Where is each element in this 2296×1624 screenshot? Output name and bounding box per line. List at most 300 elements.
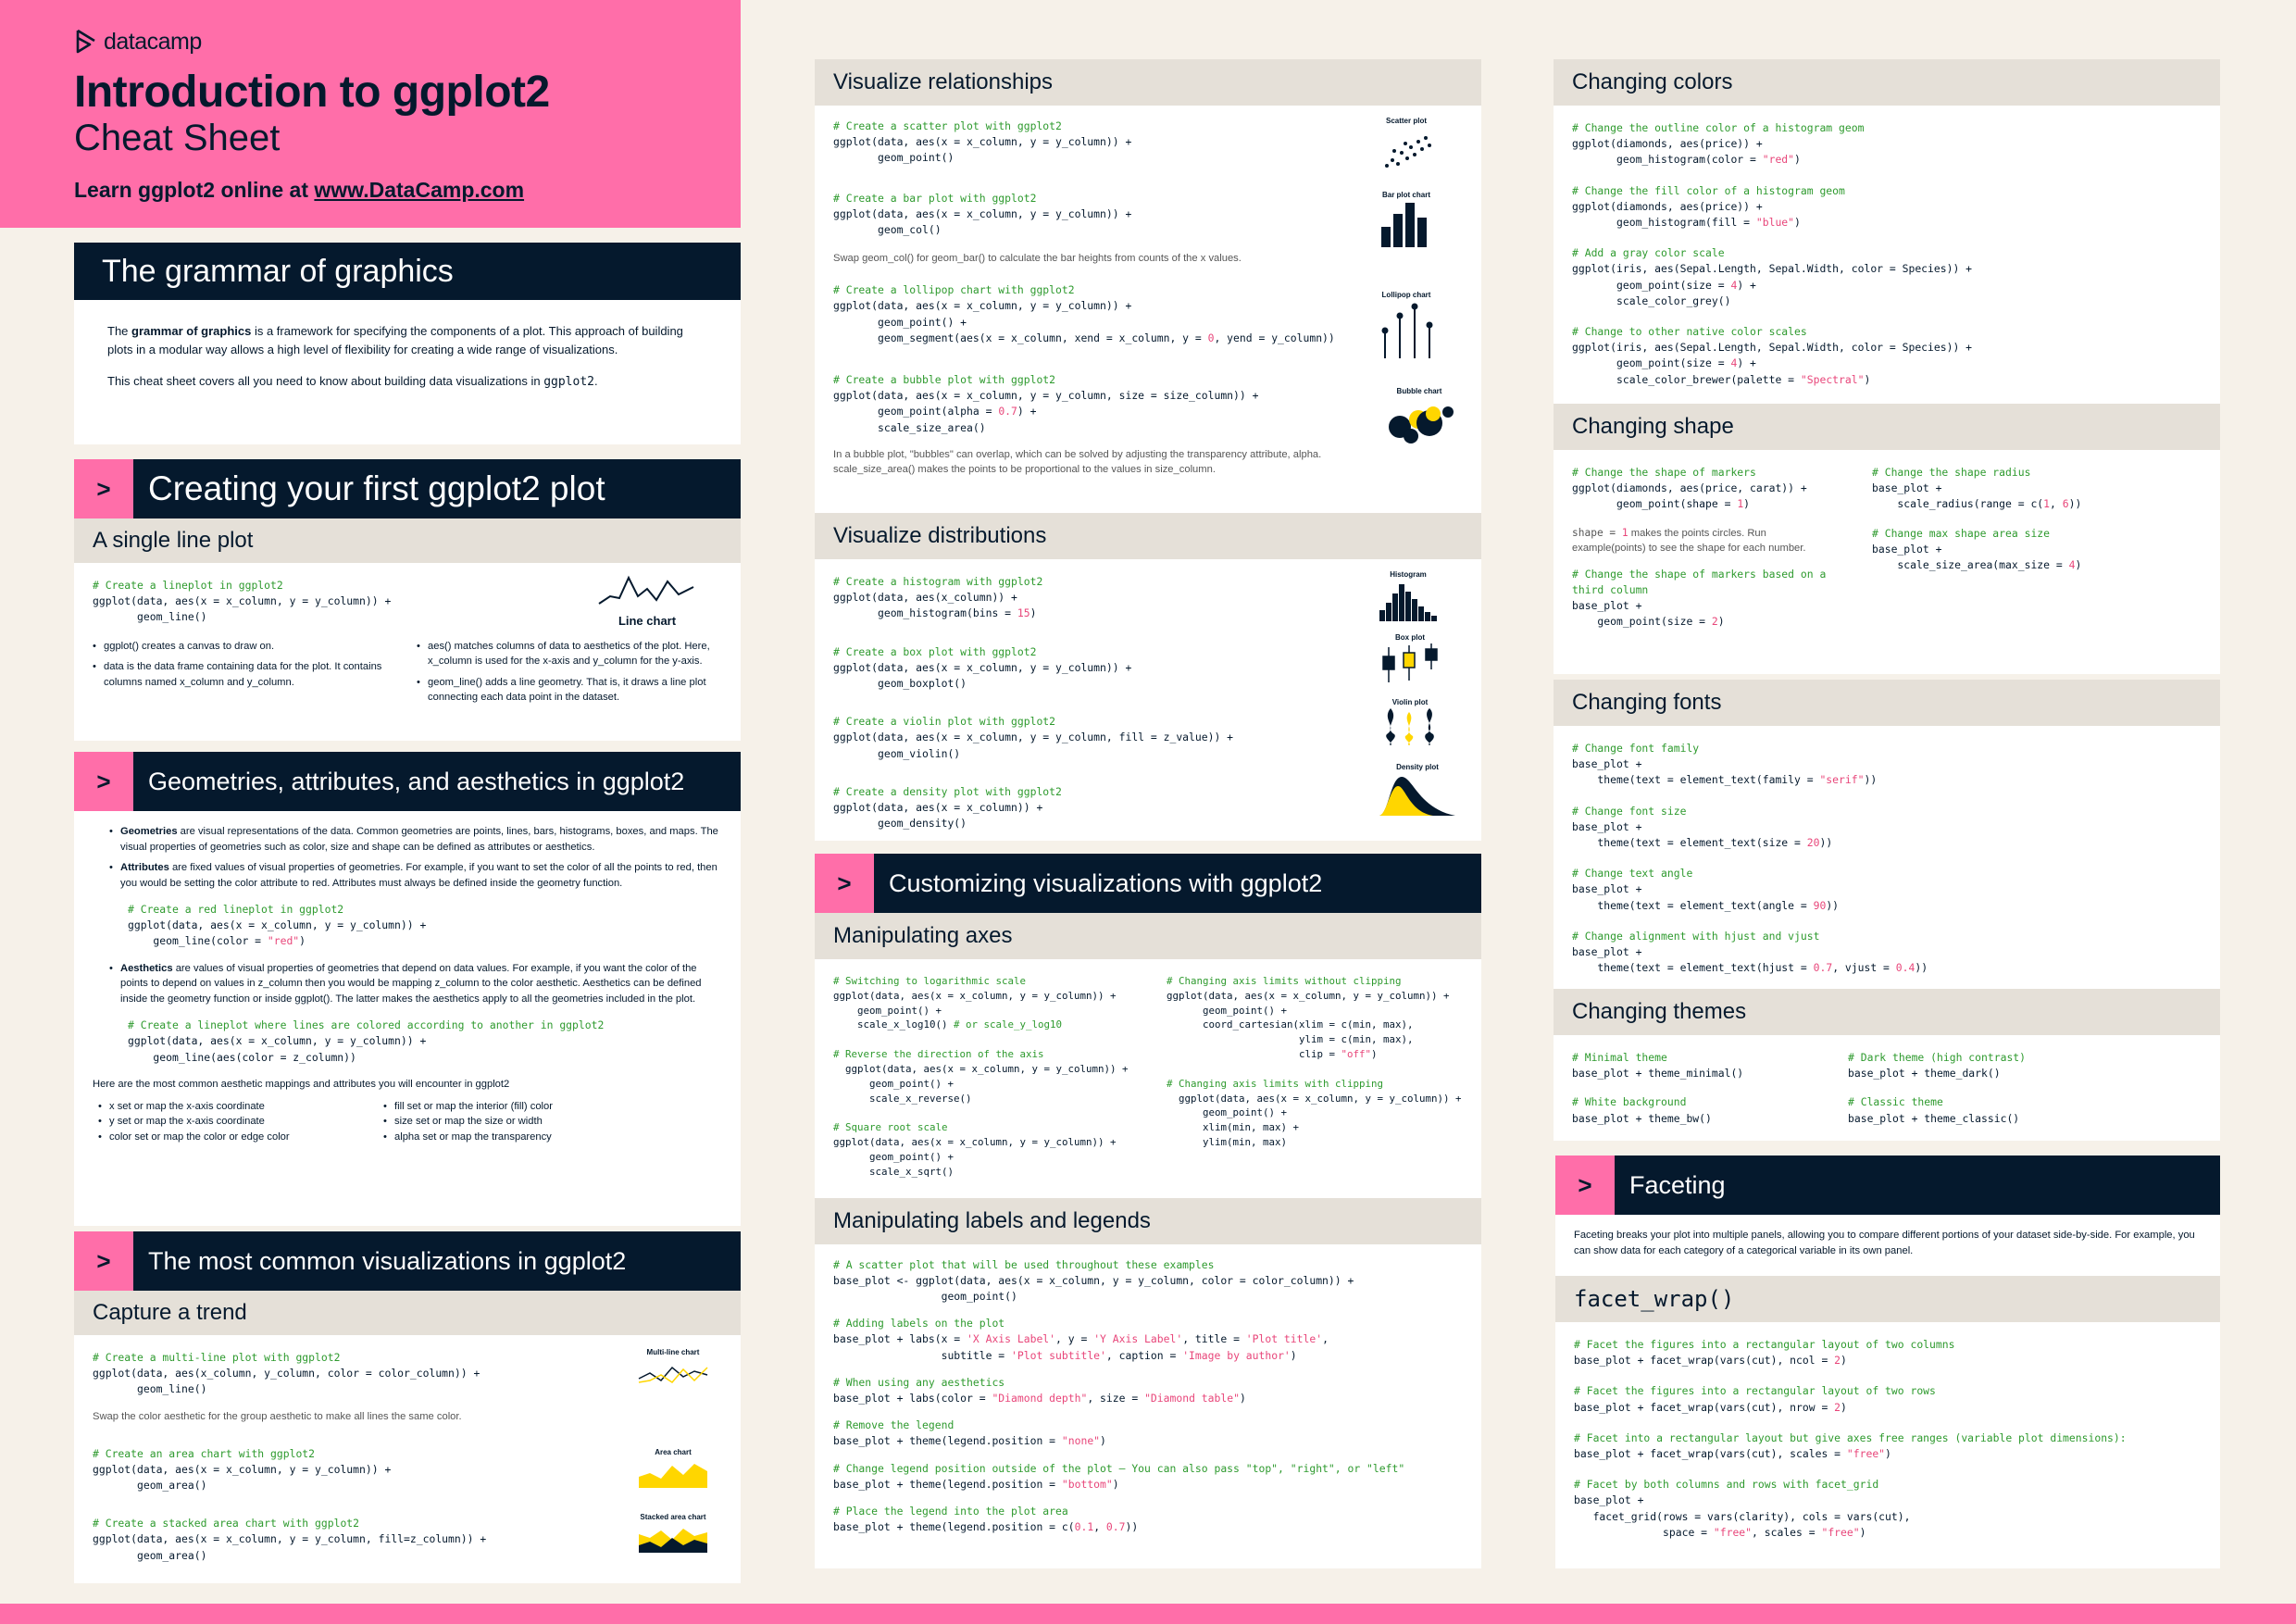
labels-subtitle: Manipulating labels and legends [815, 1198, 1481, 1244]
code-comment: # Create a stacked area chart with ggplot2 [93, 1517, 360, 1530]
sqrt-scale-code [833, 1120, 1146, 1179]
bullet-geometries [109, 824, 724, 855]
stacked-area-code [93, 1516, 722, 1564]
grammar-p2-code: ggplot2 [543, 375, 594, 389]
code-text: base_plot + scale_size_area(max_size = [1872, 542, 2063, 572]
bullet-geom-line: • geom_line() adds a line geometry. That is, it draws a line plot connecting each data point in the dataset. [417, 675, 722, 706]
histogram-thumbnail [1378, 570, 1439, 623]
code-comment: # Create a box plot with ggplot2 [833, 644, 1037, 658]
code-text: ggplot(diamonds, aes(price, carat)) + geom_point(shape = [1572, 481, 1807, 511]
shape-title: Changing shape [1554, 404, 2220, 450]
code-comment: # Create a lollipop chart with ggplot2 [833, 283, 1075, 297]
common-viz-panel [74, 1231, 741, 1583]
code-text: ggplot(data, aes(x = x_column, y = y_column)) + geom_point() + scale_x_sqrt() [833, 1136, 1117, 1178]
base-plot-code [833, 1257, 1463, 1305]
code-string: 'Plot subtitle' [1011, 1348, 1106, 1362]
multi-line-label: Multi-line chart [646, 1348, 700, 1356]
facet-columns-code [1574, 1337, 2202, 1368]
bullet-aes: • aes() matches columns of data to aesthetics of the plot. Here, x_column is used for the x-axis and y_column for the y-axis. [417, 639, 722, 669]
code-comment: # Reverse the direction of the axis [833, 1048, 1044, 1061]
geometries-bullets [93, 824, 724, 891]
fonts-title: Changing fonts [1554, 680, 2220, 726]
bar-label: Bar plot chart [1381, 191, 1430, 199]
aesthetics-text: are values of visual properties of geometries that depend on data values. For example, if you want the color of the points to depend on values in z_column then you would be mapping z_column to the color aesthetic. Aesthetics can be defined inside the geometry function or inside ggplot(). The latter makes the aesthetics apply to all the geometries included in the plot. [120, 962, 702, 1005]
code-string: 'Plot title' [1245, 1332, 1323, 1346]
grammar-body [74, 300, 741, 427]
chevron-right-icon: > [1555, 1156, 1615, 1215]
line-chart-label: Line chart [618, 614, 677, 628]
customizing-header [815, 854, 1481, 913]
mapping-size: • size set or map the size or width [383, 1114, 661, 1130]
max-area-code [1872, 526, 2187, 574]
relationships-body [815, 106, 1481, 490]
code-text: ) [1239, 1391, 1246, 1405]
scatter-code [833, 119, 1463, 167]
first-plot-bullets [93, 639, 722, 711]
code-text: , yend = y_column)) [1214, 331, 1335, 344]
geometries-panel [74, 752, 741, 1226]
fonts-panel [1554, 680, 2220, 989]
datacamp-logo[interactable] [74, 28, 741, 56]
lollipop-thumbnail [1378, 291, 1435, 362]
code-text: , subtitle = [941, 1332, 1329, 1362]
code-text: base_plot + scale_radius(range = c( [1872, 481, 2044, 511]
boxplot-code [833, 644, 1463, 693]
code-text: base_plot + theme(text = element_text(hjust = [1572, 945, 1807, 975]
code-comment: # Create a density plot with ggplot2 [833, 784, 1062, 798]
code-comment: # Change font size [1572, 804, 1687, 818]
code-string: "Spectral" [1800, 372, 1865, 386]
code-string: "bottom" [1061, 1477, 1113, 1491]
mappings-left [98, 1099, 367, 1145]
reverse-axis-code [833, 1047, 1146, 1106]
code-text: base_plot + theme(text = element_text(angle = [1572, 882, 1807, 912]
code-comment: # Change the shape of markers [1572, 466, 1756, 479]
code-comment: # Create a red lineplot in ggplot2 [128, 903, 344, 916]
themes-panel [1554, 989, 2220, 1141]
aesthetics-bold: Aesthetics [120, 962, 173, 974]
chevron-right-icon: > [74, 1231, 133, 1291]
axes-col-right [1167, 974, 1463, 1180]
first-plot-title: Creating your first ggplot2 plot [148, 469, 605, 507]
first-plot-panel [74, 459, 741, 741]
grammar-p2-post: . [593, 374, 598, 388]
density-icon [1378, 771, 1457, 818]
code-text: ggplot(diamonds, aes(price)) + geom_histogram(color = [1572, 137, 1763, 167]
code-text: ) [1885, 1447, 1891, 1461]
code-text: ggplot(data, aes(x = x_column, y = y_column)) + geom_col() [833, 206, 1132, 237]
code-text: )) [1819, 836, 1833, 850]
code-text: ) + scale_color_brewer(palette = [1616, 356, 1795, 386]
code-text: ggplot(data, aes(x = x_column)) + geom_density() [833, 801, 1043, 831]
page-title: Introduction to ggplot2 [74, 68, 550, 117]
code-comment: # Create an area chart with ggplot2 [93, 1446, 316, 1460]
shape-col-right [1872, 465, 2187, 630]
code-text: ) [1112, 1477, 1119, 1491]
code-text: ) [1743, 497, 1751, 511]
code-string: 'X Axis Label' [967, 1332, 1056, 1346]
code-number: 2 [1834, 1354, 1841, 1368]
distributions-body [815, 559, 1481, 846]
lollipop-label: Lollipop chart [1381, 291, 1431, 299]
scatter-plot-icon [1378, 125, 1435, 173]
lollipop-code [833, 282, 1463, 346]
code-comment: # Create a histogram with ggplot2 [833, 575, 1043, 588]
bar-code [833, 191, 1463, 239]
code-comment: # Change font family [1572, 742, 1700, 755]
classic-theme-code [1848, 1094, 2163, 1126]
code-text: ) [1029, 606, 1037, 620]
brewer-scale-code [1572, 324, 2202, 388]
code-text: ) [1371, 1047, 1378, 1060]
bubble-note: In a bubble plot, "bubbles" can overlap, which can be solved by adjusting the transparency attribute, alpha. scale_size_area() makes the points to be proportional to the values in size_column. [833, 448, 1322, 475]
shape-body [1554, 450, 2220, 644]
font-size-code [1572, 804, 2202, 852]
code-text: ggplot(data, aes(x = x_column, y = y_column)) + geom_line(aes(color = z_column)) [128, 1034, 427, 1064]
code-comment: # Change the shape of markers based on a third column [1572, 567, 1827, 596]
code-number: 4 [1730, 356, 1738, 370]
code-comment: # Adding labels on the plot [833, 1317, 1005, 1330]
code-comment: # Change the fill color of a histogram geom [1572, 183, 1845, 197]
gray-scale-code [1572, 245, 2202, 309]
code-text: )) [1864, 773, 1878, 787]
bullet-aesthetics [109, 961, 724, 1007]
code-text: ggplot(data, aes(x = x_column, y = y_column)) + geom_point() + scale_x_reverse() [845, 1062, 1129, 1105]
faceting-body [1555, 1322, 2220, 1555]
code-text: ggplot(data, aes(x_column, y_column, color = color_column)) + geom_line() [93, 1367, 480, 1396]
violin-icon [1378, 706, 1442, 747]
code-comment: # Create a lineplot in ggplot2 [93, 579, 283, 592]
code-text: ) [1717, 615, 1725, 629]
code-text: , vjust = [1832, 961, 1896, 975]
faceting-header [1555, 1156, 2220, 1215]
bar-chart-icon [1378, 199, 1435, 247]
bullet-attributes [109, 860, 724, 891]
code-string: "free" [1846, 1447, 1886, 1461]
bar-thumbnail [1378, 191, 1435, 249]
scatter-label: Scatter plot [1385, 117, 1427, 125]
code-text: base_plot + facet_wrap(vars(cut), scales = [1574, 1447, 1847, 1461]
code-number: 90 [1813, 898, 1827, 912]
facet-wrap-subtitle: facet_wrap() [1555, 1276, 2220, 1322]
code-string: 'Image by author' [1182, 1348, 1291, 1362]
datacamp-link[interactable]: www.DataCamp.com [314, 178, 525, 202]
shape-note-text: makes the points circles. Run example(points) to see the shape for each number. [1572, 527, 1806, 554]
common-mappings-intro: Here are the most common aesthetic mappings and attributes you will encounter in ggplot2 [93, 1078, 510, 1090]
stacked-area-thumbnail [637, 1513, 709, 1555]
code-text: ) [1864, 372, 1871, 386]
code-text: , size = [1087, 1391, 1145, 1405]
code-text: base_plot + theme_minimal() [1572, 1067, 1744, 1081]
code-comment: # Dark theme (high contrast) [1848, 1051, 2027, 1064]
bubble-chart-icon [1378, 395, 1461, 445]
lollipop-chart-icon [1378, 299, 1435, 360]
code-number: 4 [1730, 278, 1738, 292]
code-comment: # or scale_y_log10 [954, 1018, 1063, 1031]
code-text: base_plot + labs(x = [833, 1332, 967, 1346]
scatter-thumbnail [1378, 117, 1435, 175]
themes-col-right [1848, 1050, 2163, 1127]
mapping-fill: • fill set or map the interior (fill) color [383, 1099, 661, 1115]
themes-col-left [1572, 1050, 1848, 1127]
code-comment: # A scatter plot that will be used throughout these examples [833, 1257, 1215, 1271]
grammar-p1-bold: grammar of graphics [131, 324, 252, 338]
code-text: )) [1125, 1520, 1139, 1534]
code-text: , scales = [1752, 1525, 1822, 1539]
alignment-code [1572, 929, 2202, 977]
code-comment: # Facet into a rectangular layout but give axes free ranges (variable plot dimensions): [1574, 1430, 2127, 1444]
violin-label: Violin plot [1391, 698, 1429, 706]
mappings-list [93, 1099, 724, 1145]
density-thumbnail [1378, 763, 1457, 819]
dark-theme-code [1848, 1050, 2163, 1081]
code-text: base_plot + theme_dark() [1848, 1067, 2001, 1081]
code-text: ggplot(data, aes(x = x_column, y = y_column)) + geom_line() [93, 594, 392, 624]
code-comment: # Change to other native color scales [1572, 325, 1807, 339]
code-text: base_plot + geom_point(size = [1572, 599, 1706, 629]
code-text: base_plot + labs(color = [833, 1391, 992, 1405]
code-comment: # Facet by both columns and rows with facet_grid [1574, 1478, 1879, 1492]
code-comment: # Add a gray color scale [1572, 246, 1725, 260]
grammar-p1-pre: The [107, 324, 132, 338]
stacked-area-chart-icon [637, 1521, 709, 1553]
code-text: ggplot(data, aes(x = x_column, y = y_column, size = size_column)) + geom_point(alpha = [833, 389, 1259, 418]
code-text: ) [299, 934, 306, 948]
code-comment: # Classic theme [1848, 1095, 1943, 1109]
aesthetic-lineplot-code [128, 1018, 724, 1066]
code-number: 20 [1806, 836, 1820, 850]
code-text: ) [1841, 1354, 1847, 1368]
shape-note-number: 1 [1621, 526, 1628, 539]
line-chart-icon [597, 568, 697, 609]
code-number: 0.4 [1895, 961, 1915, 975]
logo-text: datacamp [104, 28, 202, 55]
grammar-paragraph-2 [107, 372, 707, 392]
common-viz-header [74, 1231, 741, 1291]
boxplot-icon [1378, 642, 1442, 686]
density-label: Density plot [1396, 763, 1439, 771]
code-text: )) [1915, 961, 1928, 975]
code-text: base_plot + theme(legend.position = c( [833, 1520, 1075, 1534]
code-comment: # Change max shape area size [1872, 526, 2051, 540]
mapping-color: • color set or map the color or edge color [98, 1130, 367, 1145]
chevron-right-icon: > [74, 459, 133, 518]
bullet-data: • data is the data frame containing data for the plot. It contains columns named x_column and y_column. [93, 659, 398, 690]
code-text: ) [2075, 558, 2082, 572]
code-comment: # Switching to logarithmic scale [833, 975, 1027, 987]
axes-col-left [833, 974, 1146, 1180]
code-string: "red" [267, 934, 300, 948]
remove-legend-code [833, 1418, 1463, 1449]
code-string: "red" [1762, 153, 1795, 167]
code-comment: # Create a violin plot with ggplot2 [833, 715, 1056, 729]
code-text: ggplot(diamonds, aes(price)) + geom_histogram(fill = [1572, 199, 1763, 230]
code-string: "off" [1341, 1047, 1372, 1060]
violin-code [833, 714, 1463, 762]
relationships-panel [815, 59, 1481, 515]
code-number: 6 [2062, 497, 2069, 511]
code-text: ggplot(data, aes(x = x_column, y = y_column, fill = z_value)) + geom_violin() [833, 731, 1234, 760]
first-plot-header [74, 459, 741, 518]
limits-clip-code [1167, 1077, 1463, 1150]
code-comment: # Place the legend into the plot area [833, 1505, 1068, 1518]
themes-title: Changing themes [1554, 989, 2220, 1035]
hero-banner [0, 0, 741, 228]
code-text: base_plot + theme_classic() [1848, 1111, 2020, 1125]
grammar-p2-pre: This cheat sheet covers all you need to know about building data visualizations in [107, 374, 544, 388]
boxplot-label: Box plot [1395, 633, 1425, 642]
mappings-right [383, 1099, 661, 1145]
code-text: ) [1794, 216, 1801, 230]
text-angle-code [1572, 866, 2202, 914]
code-text: ggplot(data, aes(x = x_column, y = y_column)) + geom_boxplot() [833, 660, 1132, 691]
code-comment: # Create a bar plot with ggplot2 [833, 191, 1037, 205]
shape-col-left [1572, 465, 1859, 630]
multi-line-chart-icon [637, 1356, 709, 1388]
capture-trend-subtitle: Capture a trend [74, 1291, 741, 1335]
multi-line-code [93, 1350, 722, 1398]
stacked-area-label: Stacked area chart [640, 1513, 706, 1521]
code-comment: # Changing axis limits with clipping [1167, 1077, 1384, 1090]
boxplot-thumbnail [1378, 633, 1442, 688]
code-text: ggplot(data, aes(x = x_column, y = y_column)) + geom_point() + geom_segment(aes(x = x_column, xend = x_column, y = [833, 299, 1202, 344]
minimal-theme-code [1572, 1050, 1848, 1081]
code-text: ) [1859, 1525, 1866, 1539]
code-text: )) [2068, 497, 2082, 511]
learn-prefix: Learn ggplot2 online at [74, 178, 315, 202]
colors-panel [1554, 59, 2220, 404]
bullets-right [417, 639, 722, 711]
labs-code [833, 1316, 1463, 1364]
code-text: , caption = [1105, 1348, 1183, 1362]
bubble-label: Bubble chart [1396, 387, 1442, 395]
bubble-code [833, 372, 1463, 436]
code-text: , [2050, 497, 2063, 511]
distributions-title: Visualize distributions [815, 513, 1481, 559]
legend-inside-code [833, 1504, 1463, 1535]
geometries-text: are visual representations of the data. Common geometries are points, lines, bars, histograms, boxes, and maps. The visual properties of geometries such as color, size and shape can be defined as attributes or aesthetics. [120, 826, 718, 853]
customizing-title: Customizing visualizations with ggplot2 [889, 868, 1323, 897]
code-text: base_plot + theme_bw() [1572, 1111, 1712, 1125]
area-label: Area chart [655, 1448, 692, 1456]
code-comment: # Remove the legend [833, 1418, 955, 1432]
chevron-right-icon: > [815, 854, 874, 913]
code-comment: # White background [1572, 1095, 1687, 1109]
shape-by-column-code [1572, 567, 1859, 631]
fonts-body [1554, 726, 2220, 991]
limits-no-clip-code [1167, 974, 1463, 1062]
attributes-bold: Attributes [120, 862, 169, 873]
distributions-panel [815, 513, 1481, 841]
swap-geom-note: Swap geom_col() for geom_bar() to calculate the bar heights from counts of the x values. [833, 253, 1242, 265]
shape-radius-code [1872, 465, 2187, 513]
code-comment: # Change the shape radius [1872, 466, 2031, 479]
code-text: ) + scale_color_grey() [1616, 278, 1756, 307]
code-text: ggplot(iris, aes(Sepal.Length, Sepal.Width, color = Species)) + geom_point(size = [1572, 341, 1973, 370]
common-viz-title: The most common visualizations in ggplot2 [148, 1246, 627, 1275]
line-chart-thumbnail [597, 568, 697, 628]
code-number: 0.7 [998, 405, 1017, 418]
colors-title: Changing colors [1554, 59, 2220, 106]
code-text: ggplot(iris, aes(Sepal.Length, Sepal.Width, color = Species)) + geom_point(size = [1572, 262, 1973, 292]
code-string: "Diamond depth" [992, 1391, 1088, 1405]
code-comment: # Create a lineplot where lines are colored according to another in ggplot2 [128, 1018, 605, 1032]
code-text: ggplot(data, aes(x = x_column, y = y_column)) + geom_point() + xlim(min, max) + ylim(min, max) [1179, 1092, 1462, 1148]
bullet-ggplot: • ggplot() creates a canvas to draw on. [93, 639, 398, 655]
code-text: ggplot(data, aes(x = x_column, y = y_column)) + geom_point() [833, 135, 1132, 165]
code-text: ggplot(data, aes(x = x_column, y = y_column)) + geom_line(color = [128, 918, 427, 948]
axes-body [815, 959, 1481, 1189]
code-comment: # Change the outline color of a histogram geom [1572, 121, 1865, 134]
code-text: base_plot + theme(legend.position = [833, 1477, 1062, 1491]
code-comment: # Change text angle [1572, 867, 1693, 881]
code-number: 2 [1834, 1400, 1841, 1414]
outline-color-code [1572, 120, 2202, 169]
grammar-panel [74, 243, 741, 444]
faceting-title: Faceting [1629, 1170, 1726, 1199]
code-comment: # Minimal theme [1572, 1051, 1667, 1064]
first-plot-body [74, 563, 741, 726]
multi-line-thumbnail [637, 1348, 709, 1390]
code-number: 0.7 [1813, 961, 1833, 975]
font-family-code [1572, 741, 2202, 789]
page-subtitle: Cheat Sheet [74, 118, 281, 158]
code-text: base_plot + theme(text = element_text(family = [1572, 757, 1814, 787]
aesthetics-bullets [93, 961, 724, 1007]
labels-body [815, 1244, 1481, 1549]
density-code [833, 784, 1463, 832]
datacamp-logo-icon [74, 28, 98, 56]
code-string: "serif" [1819, 773, 1865, 787]
code-text: ggplot(data, aes(x = x_column, y = y_column)) + geom_point() + scale_x_log10() [833, 989, 1117, 1031]
colors-body [1554, 106, 2220, 403]
mapping-alpha: • alpha set or map the transparency [383, 1130, 661, 1145]
code-text: ggplot(data, aes(x = x_column, y = y_column)) + geom_point() + coord_cartesian(xlim = c(min, max), ylim = c(min, max), clip = [1167, 989, 1450, 1060]
code-number: 0 [1207, 331, 1215, 344]
chevron-right-icon: > [74, 752, 133, 811]
code-text: base_plot + facet_wrap(vars(cut), nrow = [1574, 1400, 1835, 1414]
code-string: 'Y Axis Label' [1093, 1332, 1183, 1346]
code-string: "blue" [1755, 216, 1795, 230]
code-string: "free" [1821, 1525, 1860, 1539]
common-viz-body [74, 1335, 741, 1579]
grammar-title: The grammar of graphics [74, 243, 741, 300]
facet-rows-code [1574, 1383, 2202, 1415]
facet-free-scales-code [1574, 1430, 2202, 1462]
histogram-code [833, 574, 1463, 622]
code-comment: # Facet the figures into a rectangular layout of two rows [1574, 1384, 1936, 1398]
code-comment: # When using any aesthetics [833, 1375, 1005, 1389]
code-text: ggplot(data, aes(x_column)) + geom_histogram(bins = [833, 591, 1017, 620]
histogram-label: Histogram [1390, 570, 1427, 579]
bottom-accent-bar [0, 1604, 2296, 1624]
bullets-left [93, 639, 398, 711]
area-chart-icon [637, 1456, 709, 1488]
code-text: base_plot + theme(legend.position = [833, 1434, 1062, 1448]
area-code [93, 1446, 722, 1494]
code-text: ggplot(data, aes(x = x_column, y = y_column)) + geom_area() [93, 1462, 392, 1493]
code-text: , y = [1055, 1332, 1094, 1346]
code-text: base_plot <- ggplot(data, aes(x = x_column, y = y_column, color = color_column)) + geom_point() [833, 1273, 1354, 1303]
code-comment: # Create a scatter plot with ggplot2 [833, 119, 1062, 132]
swap-color-note: Swap the color aesthetic for the group aesthetic to make all lines the same color. [93, 1410, 462, 1422]
code-string: "Diamond table" [1144, 1391, 1240, 1405]
code-string: "none" [1061, 1434, 1101, 1448]
legend-position-code [833, 1461, 1463, 1493]
code-comment: # Create a multi-line plot with ggplot2 [93, 1351, 341, 1364]
code-comment: # Create a bubble plot with ggplot2 [833, 373, 1056, 387]
grammar-paragraph-1 [107, 322, 707, 359]
